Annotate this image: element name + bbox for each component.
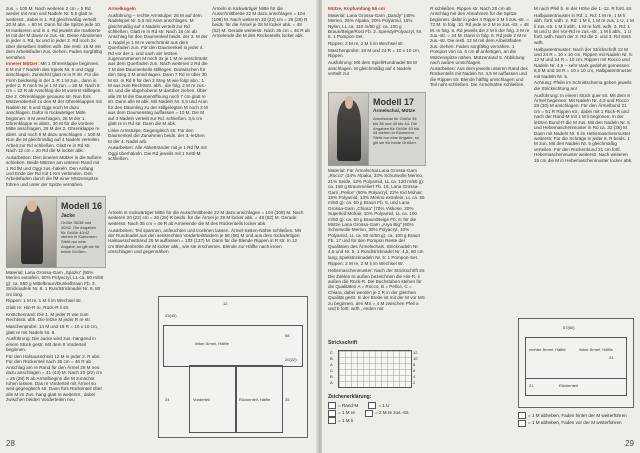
inner-hat-heading: Innerer Mützer: <box>6 61 40 67</box>
foot-legend-text: = 1 M abheben, Faden hinter der M weiterführen <box>528 413 627 418</box>
legend-text: = 2 M re zus.-str. <box>374 410 410 416</box>
legend-symbol <box>368 402 376 409</box>
schema-label-20: 20(22) <box>285 357 297 362</box>
model17-face <box>345 96 353 109</box>
chart-row-letter: B <box>330 356 333 361</box>
left-col3-text: Ärmeln in rückwärtiger Mitte für die Ausschnittbreite 22 M dazu anschlagen = 104 (108) M. Nach weiteren 20 (22) cm = 26 (28) R beids. für die Ärmel je 28 M locker abk. = 48 (52) M. Gerade weiterstr. Nach 35 cm = 46 R ab Armelende die M des Rückenteils locker abk. <box>212 6 310 39</box>
legend-symbol <box>518 420 526 427</box>
right-column-2-mid <box>430 66 530 176</box>
left-column-3 <box>212 6 310 206</box>
scarf-label-24: 24 <box>609 355 614 360</box>
model17-hebe: Hebemaschenmuster: Nach der Strickschrift str. Die Zahlen re außen bezeichnen die Hin-R, li außen die Rück-R. Die Buchstaben stehen für die Qualitäten A = Rocco, B = Pelice, C = Chiara, dabei werden je 2 R in der gleichen Qualität gestr. In der Breite ist mit der M vor MS zu beginnen, den MS = 4 M zwischen Pfeil a und b fortl. wdh., enden mit <box>328 268 426 311</box>
chart-row-letter: C <box>330 368 333 373</box>
model16-armel-text: Ärmeln in rückwärtiger Mitte für die Ausschnittbreite 22 M dazu anschlagen = 104 (108) M. Nach weiteren 20 (22) cm = 26 (28) R beids. für die Ärmel je 28 M locker abk. = 48 (52) M. Gerade weiterstr. Nach 35 cm = 46 R ab Armelende die M des Rückenteils locker abk. <box>108 210 304 226</box>
model16-box <box>56 196 106 268</box>
model16-glatt: Glatt re: Hin-R re, Rück-R li str. <box>6 305 70 311</box>
legend-symbol <box>328 402 336 409</box>
hat-size-heading: Mütze, Kopfumfang 56 cm <box>328 6 385 11</box>
scarf-label-left-sleeve: linker Ärmel, Hälfte <box>579 347 613 352</box>
legend-symbol <box>328 417 336 424</box>
right-column-3 <box>534 6 634 166</box>
legend-symbol <box>365 410 373 417</box>
right-page-number: 29 <box>625 439 634 448</box>
chart-row-number: 4 <box>413 374 416 379</box>
model17-material: Material: Für Ärmelschal Lana Grossa-Garn „Rocco“ (34% Alpaka, 33% Schurwolle Merino, 21% Seide, 12% Polyamid, LL ca. 120 m/50 g): ca. 150 g Braunmeliert Fb. 16, Lana Grossa-Garn „Pelice“ (50% Polyacryl, 22% Kid Mohair, 15% Polyamid, 13% Merino extrafein, LL ca. 55 m/50 g): ca. 50 g Braun Fb. 5, und Lana Grossa-Garn „Chiara“ (70% Viskose, 20% Superkid Mohair, 10% Polyamid, LL ca. 100 m/50 g): ca. 50 g Braun/Beige Fb. 6; für die Mütze Lana Grossa-Garn „Arya Big“ (60% Schurwolle Merino, 30% Polyacryl, 10% Polyamid, LL ca. 50 m/50 g): ca. 100 g Braun Fb. 17 und für den Pompon Reste der Qualitäten des Ärmelschals. Stricknadeln Nr. 4,5 und Nr. 5, 1 Rundstricknadel Nr. 4,5, 80 cm lang; Spielstricknadeln Nr. 5; 1 Pompon-Set. <box>328 168 425 260</box>
model17-description: Ärmelschal für Größe 34 bis 38 und 40 bis 44. Die Angaben für Größe 40 bis 44 stehen in Klammern. Steht nur eine Angabe, so gilt sie für beide Größen. <box>373 116 420 145</box>
schema-label-back: Rückenteil, Hälfte <box>239 397 271 402</box>
armstulpen-ausarbeiten: Ausarbeiten: Alle Abkettränder mit je 1 Rd fM mit Oggi überhäkeln. Die Rd jeweils mit 1 Kettl-M schließen. <box>108 145 207 162</box>
chart-row-number: 10 <box>413 356 418 361</box>
right-column-1-mid <box>328 168 426 338</box>
legend-row <box>328 409 428 416</box>
model17-figure <box>337 100 361 161</box>
left-column-1b <box>6 270 104 436</box>
scarf-schematic <box>518 318 634 408</box>
left-column-2 <box>108 6 208 206</box>
foot-legend-text: = 1 M abheben, Faden vor der M weiterführen <box>528 420 622 426</box>
scarf-label-21: 21 <box>529 383 534 388</box>
legend-text: = 1 M re <box>338 410 355 416</box>
left-page <box>0 0 318 453</box>
achtung-note: Achtung: Pfeile im Schnittschema geben jeweils die Strickrichtung an! <box>534 80 632 91</box>
chart-row-letter: A <box>330 380 333 385</box>
legend-symbol <box>328 410 336 417</box>
legend-row <box>328 417 428 424</box>
scarf-label-right-sleeve: rechter Ärmel, Hälfte <box>529 347 566 352</box>
legend-text: = 1 M li <box>338 417 353 423</box>
left-col1-top: zus. = 100 M. Nach weiteren 2 cm = 5 Rd wieder mit Aran und Nadeln Nr. 5,5 glatt re weiterstr., dabei in 1. Rd gleichmäßig verteilt 20 M abn. = 80 M. Dann für die Spitze jede 10. M markieren und in 4. Rd jeweils die markierte M mit der M davor re zus.-str. Diese Abnahmen in jeder 4. Rd, 5x und in jeder 2. Rd noch 2x über dieselben Stellen wdh. Die restl. 16 M mit dem Arbeitsfaden zus.-ziehen. Faden sorgfältig vernähen. <box>6 6 102 60</box>
foot-legend-row <box>518 412 636 419</box>
chart-repeat-text: M nach Pfeil b. In der Höhe die 1.-12. R fortl. str. <box>534 6 633 11</box>
model17-subtitle: Ärmelschal, Mütze <box>373 109 416 114</box>
chart-row-number: 12 <box>413 350 418 355</box>
chart-row-number: 6 <box>413 368 416 373</box>
left-col1-ausarbeiten: Ausarbeiten: Den inneren Mützer in die äußere schieben. Beide Mützen am unteren Rand mit 1 Rd fM und Oggi zus.-häkeln. Den Anfang und Ende der Rd mit 1 Km verbinden. Den Arbeitsfaden durch die fM einer Mützenspitze führen und unter der Spitze vernähen. <box>6 154 102 187</box>
halbpatent-probe: Halbpatentmuster: Nach der Strickschrift 12 M und 24 R = 10 x 10 cm, Rippen mit Nadeln Nr. 5: 12 M und 24 R = 10 cm. Rippen mit Rocco und Nadeln Nr. 4,5 – sehr stark gedehnt gemessen: 8,5 M und 18 R = 10 x 10 cm, Halbpatentmuster mit Nadeln Nr. 5. <box>534 46 633 79</box>
model16-ausarbeiten: Ausarbeiten: Teil spannen, anfeuchten und trocknen lassen. Ärmel-Seiten-Nähte schließen. Mit der Rundnadel aus den senkrechten Vorderteilrändern je 56 (58) M und aus dem rückwärtigen Halsausschnittrand 25 M auffassen = 133 (137) M. Dann für die Blende Rippen in R str. In 12 cm Blendenbreite die M locker abk., wie sie erscheinen. Blende zur Hälfte nach innen umschlagen und gegennähen. <box>108 227 301 255</box>
model16-probe: Maschenprobe: 14 M und 19 R = 10 x 10 cm, glatt re mit Nadeln Nr. 8. <box>6 324 99 335</box>
model16-knoetchen: Knötchenrand: Die 1. M jeder R wie zum Rechtsstr. abh. Die letzte M jeder R re str. <box>6 312 92 323</box>
zeichen-heading: Zeichenerklärung: <box>328 394 372 400</box>
hat-decrease-text: R schließen. Rippen str. Nach 20 cm ab Anschlag mit den Abnahmen für die Spitze beginnen: dafür in jeder 4 Rippe 2 M li zus.-str. = 72 M. In folg. 10. Rd jede re 2 M re zus.-str. = 48 M. In folg. 5. Rd jeweils die 2 M li der folg. 2 M re zus.-str. = 24 M. Dann in folg. 6. Rd jede 2 M re zus.-str. Die restl. 12 M mit dem Arbeitsfaden zus.-ziehen. Faden sorgfältig vernähen. 1 Pompon von ca. 6 cm Ø anfertigen, an die Mützenspitze nähen. Mützenrand 5. Abbildung nach außen umschlagen. <box>430 6 530 66</box>
model16-ausfuehrung: Ausführung: Die Jacke wird zus.-hängend in einem Stück gestr. Mit dem 8 Vorderteil beginnen. <box>6 336 96 353</box>
foot-legend <box>518 412 636 427</box>
schema-label-front: Vorderteil <box>193 397 210 402</box>
scarf-label-back: Rückenteil <box>559 383 578 388</box>
legend-row <box>328 402 428 409</box>
left-column-2b <box>108 210 304 290</box>
hat-material: Material: Lana Grossa-Garn „Dandy“ (40% Merino, 25% Alpaka, 20% Polyamid, 15% Nylon, LL ca. 110 m/50 g): ca. 100 g Braun/Beige/Rost Fb. 2. Speedy/Polyacryl, Nr. 5. 1 Pompon-Set. <box>328 12 423 40</box>
schema-label-58: 58 <box>285 333 290 338</box>
stitch-chart <box>338 350 412 388</box>
sleeve-outline <box>163 325 303 367</box>
schema-label-top: 12 <box>223 301 228 306</box>
chart-row-number: 8 <box>413 362 416 367</box>
model16-rest: Für den Halsausschnitt 12 M in jeder 2. R abn. Für den Rückenteil nach 35 cm = 46 R ab Anschlag am re Rand für den Ärmel 28 M neu dazu anschlagen = 41 (43) M. Nach 20 (22) cm = 26 (28) R ab Armelbeginn die M zunächst ruhen lassen. Das re Vorderteil mit Ärmel so weit gegengleich str. Dann fürs Rückenteil über alle M im Zus.-hang glatt re weiterstr., dabei zwischen beiden Vorderteilen neu <box>6 354 103 403</box>
model16-figure <box>21 204 43 264</box>
foot-legend-row <box>518 419 636 426</box>
schema-label-24: 24 <box>165 397 170 402</box>
model17-title: Modell 17 <box>373 97 415 107</box>
armstulpen-text: Ausführung – rechte Armstulpe: 28 M auf dem Nadelspiel Nr. 5,5 mit Aran anschlagen. M gleichmäßig auf 4 Nadeln verteilt zur Rd schließen. Glatt re in Rd str. Nach 18 cm ab Anschlag für den Daumenkeil beids. der 3. M der 1. Nadel je 1 M re verschränkt aus dem Querfaden zun. Für den Daumenkeil in jeder 4. Rd vor der 1. und nach der letzten zugenommenen M noch 3x je 1 M re verschränkt aus dem Querfaden zun. Nach weiteren 2 Rd die 7 M des Daumenkeils stilllegen. Dazwischen für den Steg 3 M anschlagen. Dann 7 Rd re über 30 M str. In Rd 8 für den 2 Steg M wie folgt abn.: 1 M aus zum Rechtsstr. abh., die folg. 2 M re zus.-str. und die abgehobene M darüber ziehen. Über alle 28 M die Daumenöffnung noch 7 cm glatt re str. Dann alle M abk. Mit Nadeln Nr. 5,5 und Aran für den Däumling zu der stillgelegten M noch 3 M aus dem Daumensteg auffassen = 10 M. Die M auf 3 Nadeln verteilt zur Rd. schließen. 3,5 cm glatt re in Rd str. Dann die M abk. <box>108 12 208 126</box>
armstulpen-heading: Armelkugeln <box>108 6 136 11</box>
scarf-ausfuehrung: Ausführung: In einem Stück quer str. Mit dem 8 Ärmel beginnen: Mit Nadeln Nr. 4,5 und Rocco 28 (30) M anschlagen. Für den Ärmelbund 21 cm = 51 R Rippen str., dabei mit 1 Rück-R und nach der Rand-M mit 1 M li beginnen. In der letzten Bund-R die M zus. Mit den Nadeln Nr. 5 und Hebemaschenmuster in Rd ca. 32 (36) M. Dann mit Nadeln Nr. 5 im Hebemaschenmuster weiterstr. Für die Schräge in jeder 8. R beids. 1 M zun. Mit den Nadeln Nr. 5 gleichmäßig verteilen. Für den Rückenbund 21 cm fortl. Hebemaschenmuster weiterstr. Nach weiteren 15 cm die M in Hebemaschenmuster locker abk. <box>534 92 633 163</box>
schema-label-35: 35 <box>285 397 290 402</box>
model17-rippen: Rippen: 2 M re, 2 M li im Wechsel str. <box>328 261 404 267</box>
model16-description: Größe 36/38 und 40/42. Die Angaben für Größe 40/42 stehen in Klammern. Steht nur eine Angabe, so gilt sie für beide Größen. <box>61 220 100 254</box>
hat-rippen: Rippen: 2 M re, 2 M li im Wechsel str. <box>328 41 404 47</box>
chart-row-letters <box>328 350 338 386</box>
model16-subtitle: Jacke <box>61 213 75 219</box>
legend-text: = 1 U <box>378 403 390 408</box>
model16-rippen: Rippen: 1 M re, 1 M li im Wechsel str. <box>6 298 82 304</box>
schema-label-sleeve: linker Ärmel, Hälfte <box>195 341 229 346</box>
right-page <box>322 0 640 453</box>
halbpatent-rd: Halbpatentmuster in Rd: 1. Rd: 1 M re, 1 M li abh. fortl. wdh. 2. Rd: 1 M li, 1 M re zus. 1 U, 1 M li zus.-str. 1 M li abh., 1 M re fortl. wdh. 3. Rd: 1 M und U der Vor-Rd re zus.-str., 1 M li abh., 1 U fortl. wdh. Nach der 3. Rd die 2. und 3. Rd stets wdh. <box>534 12 634 45</box>
model17-box <box>368 92 426 166</box>
model17-photo <box>328 92 370 166</box>
chart-row-letter: C <box>330 350 333 355</box>
inner-hat-body: Mit 1 Ohrenklappe beginnen. 8 M mit 7 Nadeln des Spiels Nr. 5 und Oggi anschlagen. Zunächst glatt re in R str. Für die Form beidseitig in der 3. R 1 M zun., dann in jeder 2. R noch 9x je 1 M zun. = 26 M. Nach 8 cm = 22 R ab Anschlag die M vorerst stilllegen. Die 2. Ohrenklappe genauso str. Nun fürs Mützenoberteil zu den M der Ohrenklappen mit Nadeln Nr. 5 und Oggi noch M dazu anschlagen. Dafür in rückwärtiger Mitte beginnen. 9 M anschlagen, 26 M der 1. Ohrenklappe re abstr., 30 M für die vordere Mitte anschlagen, 26 M der 2. Ohrenklappe re abstr. und noch 9 M dazu anschlagen = 100 M. Nun die M gleichmäßig auf 4 Nadeln verteilen. Arbeit zur Rd schließen. Glatt re in Rd str. Nach 12 cm = 20 Rd die M locker abk. <box>6 61 102 153</box>
model16-title: Modell 16 <box>61 201 103 211</box>
model16-material: Material: Lana Grossa-Garn „Spazio“ (50% Merino extrafein, 50% Polyacryl, LL ca. 50 m/50 g): ca. 550 g Mittelbraun/Dunkelbraun Fb. 3. Stricknadeln Nr. 8. 1 Rundstricknadel Nr. 8, 80 cm lang. <box>6 270 104 297</box>
scarf-label-width: 57(60) <box>563 325 575 330</box>
hat-ausfuehrung: Ausführung: Mit dem Spiel/Rundnadel 56 M anschlagen. M gleichmäßig auf 4 Nadeln verteilt zur <box>328 60 417 77</box>
schema-label-width: 43(45) <box>165 313 177 318</box>
chart-row-letter: B <box>330 374 333 379</box>
right-column-2-top <box>430 6 530 66</box>
model16-photo <box>6 196 58 268</box>
legend-list <box>328 402 428 424</box>
linke-armstulpe: Linke Armstulpe: Gegengleich str. Für den Daumenkeil die Zunahmen beids. der 3.-letzten M der 4. Nadel arb. <box>108 127 205 144</box>
legend-symbol <box>518 412 526 419</box>
legend-text: = Rand-M <box>338 403 359 408</box>
chart-row-letter: A <box>330 362 333 367</box>
strickschrift-heading: Strickschrift <box>328 340 358 346</box>
right-column-1-top <box>328 6 424 106</box>
scarf-ausarbeiten: Ausarbeiten: Aus dem jeweils unteren Rand des Rückenteils mit Nadeln Nr. 4,5 M auffassen und die Rippen str. Blende hälftig umschlagen und Teil naht schließen. Die Ärmelnähte schließen. <box>430 66 528 88</box>
chart-row-number: 2 <box>413 380 416 385</box>
jacket-schematic <box>158 296 308 438</box>
hat-probe: Maschenprobe: 18 M und 24 R = 10 x 10 cm, Rippen. <box>328 48 421 59</box>
chart-row-numbers <box>412 350 422 386</box>
left-page-number: 28 <box>6 439 15 448</box>
